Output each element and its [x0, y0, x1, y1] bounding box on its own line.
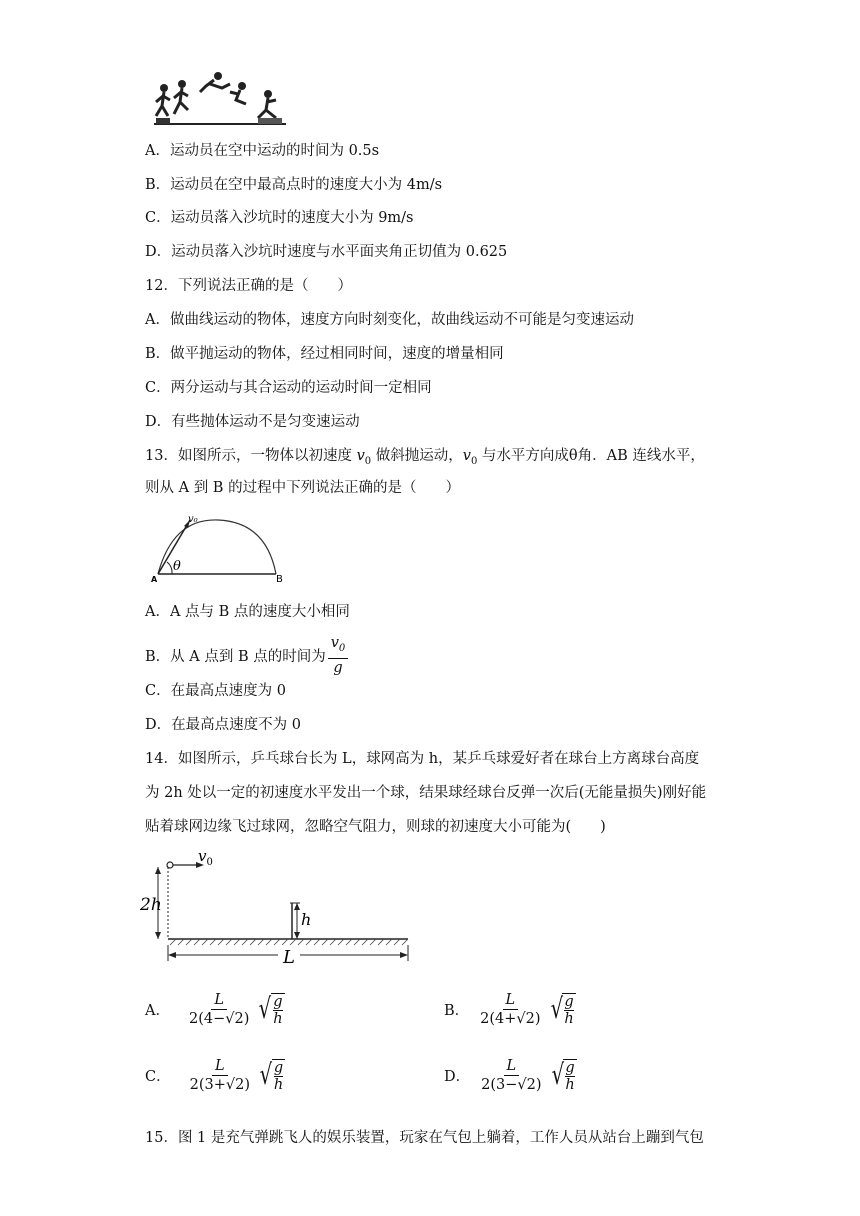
q13-option-c: C．在最高点速度为 0: [145, 683, 286, 699]
q14-fig-h-label: h: [301, 910, 312, 929]
q13-fig-b-label: B: [276, 574, 283, 585]
q14-option-c: C． $\frac{L}{2(3+√2)}$ √ $\frac{g}{h}$: [145, 1057, 284, 1093]
q13-option-d: D．在最高点速度不为 0: [145, 717, 301, 733]
q14-fig-l-label: L: [283, 947, 295, 968]
q13-stem-line2: 则从 A 到 B 的过程中下列说法正确的是（ ）: [145, 480, 461, 496]
q14-stem-line3: 贴着球网边缘飞过球网，忽略空气阻力，则球的初速度大小可能为( ): [145, 819, 606, 835]
q14-stem-line1: 14．如图所示，乒乓球台长为 L，球网高为 h，某乒乓球爱好者在球台上方离球台高度: [145, 751, 700, 767]
q13-option-a: A．A 点与 B 点的速度大小相同: [145, 604, 350, 620]
q11-option-c: C．运动员落入沙坑时的速度大小为 9m/s: [145, 210, 414, 226]
q12-stem: 12．下列说法正确的是（ ）: [145, 278, 352, 294]
q13-option-b-fraction: $\frac{v_0}{g}$: [328, 634, 349, 677]
q12-option-d: D．有些抛体运动不是匀变速运动: [145, 414, 360, 430]
long-jump-figure: [150, 70, 290, 128]
q14-option-d: D． $\frac{L}{2(3-√2)}$ √ $\frac{g}{h}$: [444, 1057, 575, 1093]
q11-option-d: D．运动员落入沙坑时速度与水平面夹角正切值为 0.625: [145, 244, 508, 260]
q13-stem-line1: 13．如图所示，一物体以初速度 $v_0$ 做斜抛运动，$v_0$ 与水平方向成θ角．AB 连线水平，: [145, 448, 705, 467]
q13-fig-a-label: A: [151, 575, 158, 584]
q11-option-b: B．运动员在空中最高点时的速度大小为 4m/s: [145, 177, 443, 193]
q14-option-b: B． $\frac{L}{2(4+√2)}$ √ $\frac{g}{h}$: [444, 991, 574, 1027]
table-tennis-figure: [140, 845, 415, 970]
q15-stem-line1: 15．图 1 是充气弹跳飞人的娱乐装置，玩家在气包上躺着，工作人员从站台上蹦到气包: [145, 1130, 704, 1146]
q14-option-a: A． $\frac{L}{2(4-√2)}$ √ $\frac{g}{h}$: [145, 991, 283, 1027]
q12-option-a: A．做曲线运动的物体，速度方向时刻变化，故曲线运动不可能是匀变速运动: [145, 312, 634, 328]
q14-stem-line2: 为 2h 处以一定的初速度水平发出一个球，结果球经球台反弹一次后(无能量损失)刚好能: [145, 785, 707, 801]
q13-fig-theta-label: θ: [173, 559, 181, 574]
q11-option-a: A．运动员在空中运动的时间为 0.5s: [145, 143, 380, 159]
projectile-arc-figure: [148, 508, 293, 586]
q13-option-b: B．从 A 点到 B 点的时间为 $\frac{v_0}{g}$: [145, 634, 350, 677]
q12-option-c: C．两分运动与其合运动的运动时间一定相同: [145, 380, 432, 396]
q14-fig-2h-label: 2h: [140, 895, 162, 915]
q13-fig-v0-label: v₀: [188, 514, 198, 525]
q12-option-b: B．做平抛运动的物体，经过相同时间，速度的增量相同: [145, 346, 504, 362]
q14-fig-v0-label: $v_0$: [198, 847, 213, 868]
